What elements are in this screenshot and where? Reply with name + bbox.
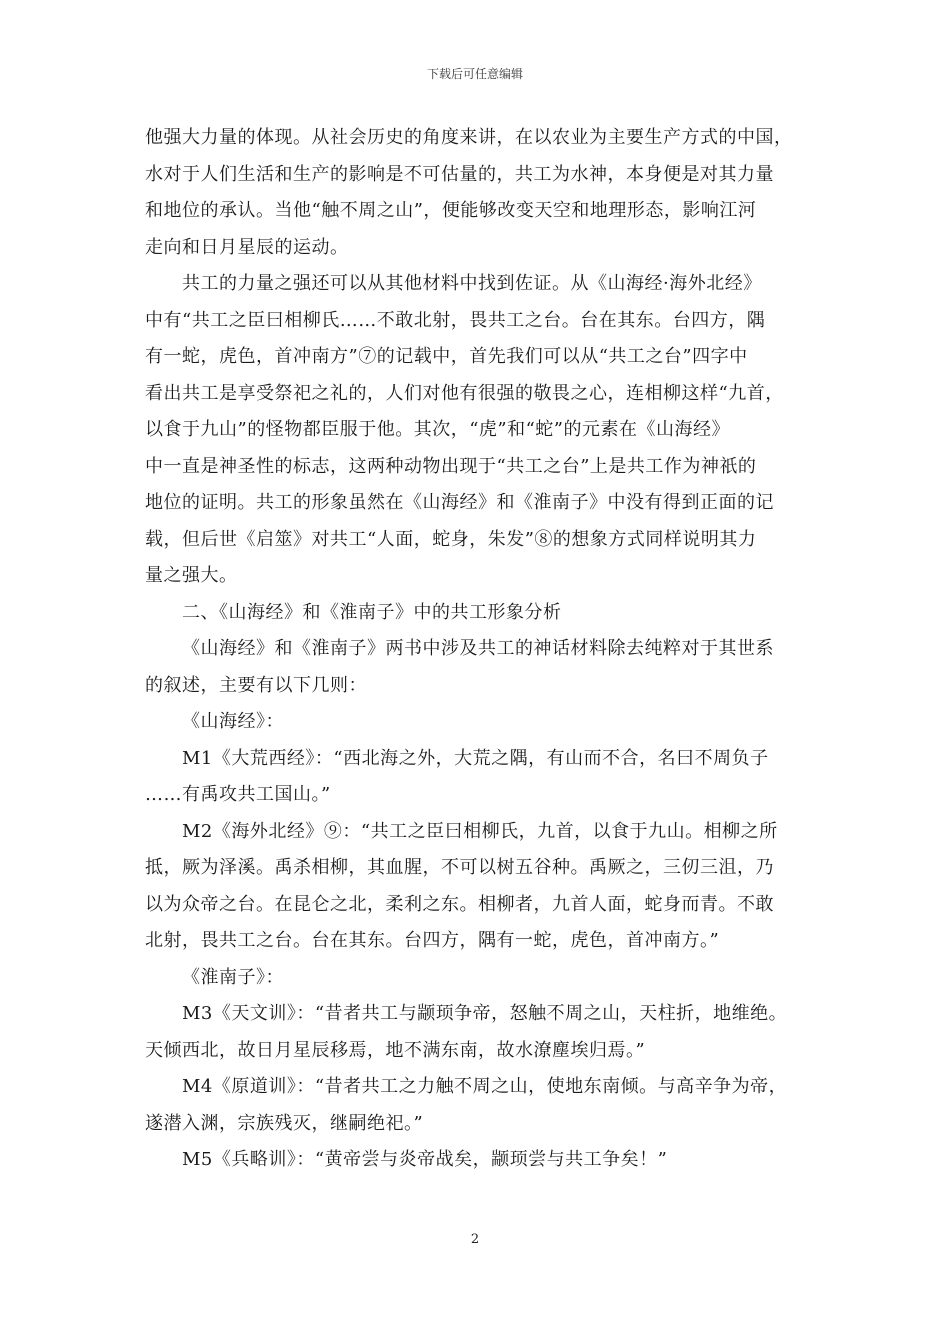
- text-line: 共工的力量之强还可以从其他材料中找到佐证。从《山海经·海外北经》: [182, 273, 762, 294]
- text-line: 的叙述，主要有以下几则：: [145, 674, 367, 696]
- text-line: 抵，厥为泽溪。禹杀相柳，其血腥，不可以树五谷种。禹厥之，三仞三沮，乃: [145, 857, 774, 878]
- text-line: M1《大荒西经》：“西北海之外，大荒之隅，有山而不合，名曰不周负子: [182, 747, 769, 769]
- text-line: 以食于九山”的怪物都臣服于他。其次，“虎”和“蛇”的元素在《山海经》: [145, 419, 731, 440]
- text-line: 《山海经》和《淮南子》两书中涉及共工的神话材料除去纯粹对于其世系: [182, 638, 774, 659]
- text-line: 走向和日月星辰的运动。: [145, 236, 349, 258]
- text-line: 水对于人们生活和生产的影响是不可估量的，共工为水神，本身便是对其力量: [145, 163, 774, 185]
- text-line: ……有禹攻共工国山。”: [145, 784, 331, 805]
- text-line: 中有“共工之臣曰相柳氏……不敢北射，畏共工之台。台在其东。台四方，隅: [145, 309, 766, 331]
- text-line: 量之强大。: [145, 565, 238, 586]
- text-line: 遂潜入渊，宗族残灭，继嗣绝祀。”: [145, 1112, 424, 1134]
- document-body: [145, 120, 815, 1179]
- text-line: 他强大力量的体现。从社会历史的角度来讲，在以农业为主要生产方式的中国，: [145, 127, 793, 148]
- text-line: 《淮南子》：: [182, 966, 284, 988]
- page-header: 下载后可任意编辑: [426, 67, 523, 81]
- text-line: M3《天文训》：“昔者共工与颛顼争帝，怒触不周之山，天柱折，地维绝。: [182, 1003, 788, 1024]
- text-line: 载，但后世《启筮》对共工“人面，蛇身，朱发”⑧的想象方式同样说明其力: [145, 528, 757, 550]
- text-line: 有一蛇，虎色，首冲南方”⑦的记载中，首先我们可以从“共工之台”四字中: [145, 346, 748, 367]
- text-line: 天倾西北，故日月星辰移焉，地不满东南，故水潦塵埃归焉。”: [145, 1039, 646, 1061]
- text-line: 看出共工是享受祭祀之礼的，人们对他有很强的敬畏之心，连相柳这样“九首，: [145, 382, 784, 404]
- text-line: 北射，畏共工之台。台在其东。台四方，隅有一蛇，虎色，首冲南方。”: [145, 930, 720, 951]
- text-line: 地位的证明。共工的形象虽然在《山海经》和《淮南子》中没有得到正面的记: [145, 492, 774, 513]
- text-line: 中一直是神圣性的标志，这两种动物出现于“共工之台”上是共工作为神祇的: [145, 455, 757, 477]
- text-line: 和地位的承认。当他“触不周之山”，便能够改变天空和地理形态，影响江河: [145, 200, 757, 221]
- text-line: M5《兵略训》：“黄帝尝与炎帝战矣，颛顼尝与共工争矣！”: [182, 1149, 668, 1170]
- text-line: 以为众帝之台。在昆仑之北，柔利之东。相柳者，九首人面，蛇身而青。不敢: [145, 893, 774, 915]
- page-number: 2: [470, 1232, 480, 1247]
- text-line: M2《海外北经》⑨：“共工之臣曰相柳氏，九首，以食于九山。相柳之所: [182, 820, 778, 842]
- text-line: M4《原道训》：“昔者共工之力触不周之山，使地东南倾。与高辛争为帝，: [182, 1076, 788, 1097]
- text-line: 《山海经》：: [182, 711, 284, 732]
- text-line: 二、《山海经》和《淮南子》中的共工形象分析: [182, 601, 562, 623]
